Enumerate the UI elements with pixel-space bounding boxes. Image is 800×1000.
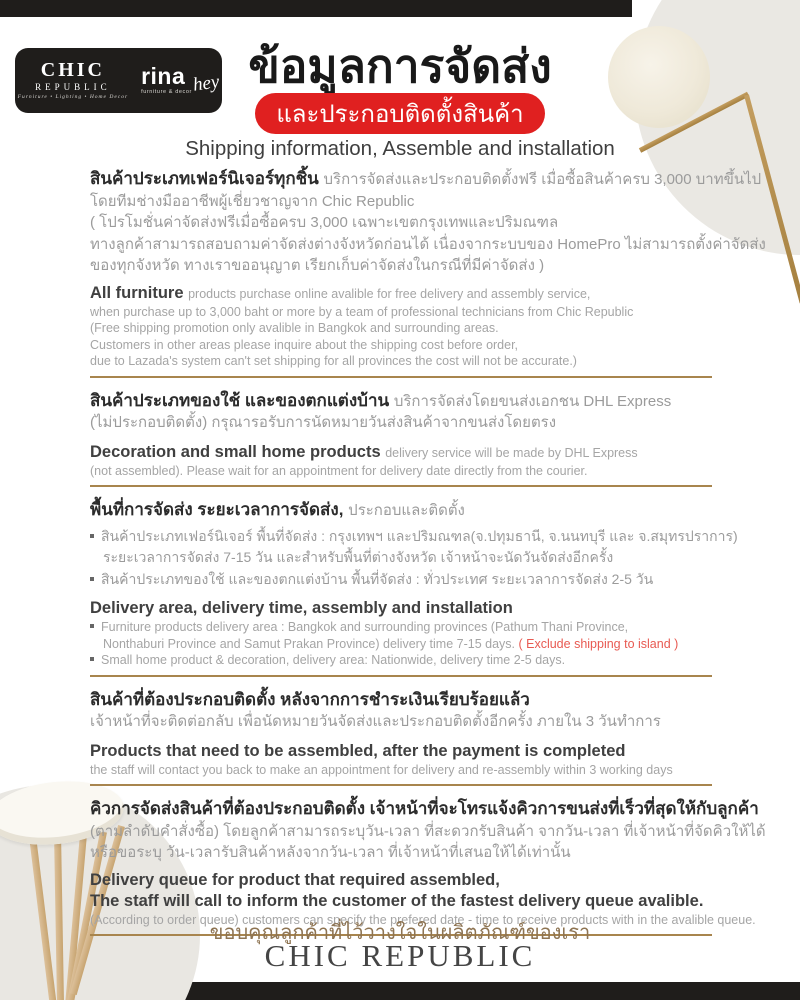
text-run: พื้นที่การจัดส่ง ระยะเวลาการจัดส่ง, bbox=[90, 500, 349, 519]
text-run: บริการจัดส่งโดยขนส่งเอกชน DHL Express bbox=[393, 392, 672, 410]
text-line bbox=[90, 499, 712, 522]
text-run: โดยทีมช่างมืออาชีพผู้เชี่ยวชาญจาก Chic Republic bbox=[90, 192, 415, 210]
text-line bbox=[90, 412, 712, 434]
text-run: Decoration and small home products bbox=[90, 442, 386, 461]
text-line bbox=[90, 821, 766, 843]
text-line bbox=[90, 337, 712, 354]
text-run: All furniture bbox=[90, 283, 189, 302]
text-run: ประกอบและติดตั้ง bbox=[348, 502, 465, 519]
text-run: ระยะเวลาการจัดส่ง 7-15 วัน และสำหรับพื้นที่ต่างจังหวัด เจ้าหน้าจะนัดวันจัดส่งอีกครั้ง bbox=[103, 549, 614, 565]
bullet-item bbox=[90, 652, 712, 669]
text-line bbox=[90, 168, 762, 191]
text-line bbox=[90, 304, 712, 321]
text-run: ( โปรโมชั่นค่าจัดส่งฟรีเมื่อซื้อครบ 3,000 เฉพาะเขตกรุงเทพและปริมณฑล bbox=[90, 214, 559, 231]
text-run: The staff will call to inform the customer of the fastest delivery queue avalible. bbox=[90, 891, 704, 910]
text-line bbox=[90, 353, 712, 370]
section-divider bbox=[90, 784, 712, 786]
chic-logo-text: CHIC bbox=[40, 59, 105, 82]
text-line bbox=[90, 442, 712, 463]
subtitle-english: Shipping information, Assemble and installation bbox=[185, 137, 615, 160]
text-run: Small home product & decoration, delivery area: Nationwide, delivery time 2-5 days. bbox=[101, 653, 566, 667]
chic-republic-logo bbox=[18, 60, 128, 101]
text-run: delivery service will be made by DHL Express bbox=[385, 445, 638, 460]
subtitle-badge: และประกอบติดตั้งสินค้า bbox=[255, 93, 545, 134]
text-line bbox=[90, 547, 712, 569]
text-run: when purchase up to 3,000 baht or more by a team of professional technicians from Chic Republic bbox=[90, 304, 634, 319]
text-line bbox=[90, 711, 712, 733]
text-line bbox=[90, 283, 712, 304]
text-run: (Free shipping promotion only avalible in Bangkok and surrounding areas. bbox=[90, 321, 499, 335]
text-run: Customers in other areas please inquire about the shipping cost before order, bbox=[90, 337, 519, 352]
text-line bbox=[90, 212, 712, 234]
page-title: ข้อมูลการจัดส่ง bbox=[248, 40, 552, 92]
section-delivery-area-time bbox=[90, 499, 738, 669]
text-run: หรือขอระบุ วัน-เวลารับสินค้าหลังจากวัน-เวลา ที่เจ้าหน้าที่เสนอให้ได้เท่านั้น bbox=[90, 844, 571, 861]
text-line bbox=[90, 390, 712, 413]
chic-logo-tagline: Furniture • Lighting • Home Decor bbox=[17, 94, 129, 101]
text-run: Products that need to be assembled, after the payment is completed bbox=[90, 741, 626, 760]
text-run: Furniture products delivery area : Bangkok and surrounding provinces (Pathum Thani Province, bbox=[101, 620, 629, 634]
text-run: products purchase online avalible for free delivery and assembly service, bbox=[188, 286, 591, 301]
text-line bbox=[90, 191, 712, 213]
text-run: Delivery area, delivery time, assembly and installation bbox=[90, 599, 513, 617]
text-run: (ไม่ประกอบติดตั้ง) กรุณารอรับการนัดหมายวันส่งสินค้าจากขนส่งโดยตรง bbox=[90, 414, 557, 431]
rina-logo-subtext: furniture & decor bbox=[141, 89, 192, 96]
text-run: due to Lazada's system can't set shipping for all provinces the cost will not be accurate.) bbox=[90, 354, 577, 368]
hey-script-text: hey bbox=[191, 71, 221, 96]
text-run: สินค้าประเภทเฟอร์นิเจอร์ทุกชิ้น bbox=[90, 169, 324, 188]
bullet-item bbox=[90, 569, 712, 591]
text-run: ( Exclude shipping to island ) bbox=[518, 636, 679, 651]
text-line bbox=[90, 762, 712, 779]
text-run: ทางลูกค้าสามารถสอบถามค่าจัดส่งต่างจังหวัดก่อนได้ เนื่องจากระบบของ HomePro ไม่สามารถตั้งค่าจัดส่ง bbox=[90, 235, 766, 253]
text-line bbox=[90, 463, 712, 480]
text-run: the staff will contact you back to make an appointment for delivery and re-assembly within 3 working days bbox=[90, 762, 673, 777]
section-decoration-dhl-express bbox=[90, 390, 712, 480]
text-line bbox=[90, 798, 759, 821]
section-furniture-free-delivery bbox=[90, 168, 766, 370]
text-line bbox=[90, 842, 712, 864]
text-run: สินค้าที่ต้องประกอบติดตั้ง หลังจากการชำระเงินเรียบร้อยแล้ว bbox=[90, 689, 530, 709]
text-line bbox=[90, 320, 712, 337]
text-run: (not assembled). Please wait for an appointment for delivery date directly from the courier. bbox=[90, 463, 588, 478]
bullet-icon bbox=[90, 534, 94, 538]
content-sections bbox=[90, 168, 766, 948]
section-divider bbox=[90, 485, 712, 487]
text-run: (According to order queue) customers can specify the prefered date - time to receive products with in the avalible queue. bbox=[90, 912, 756, 927]
text-run: สินค้าประเภทของใช้ และของตกแต่งบ้าน พื้นที่จัดส่ง : ทั่วประเทศ ระยะเวลาการจัดส่ง 2-5 วัน bbox=[101, 570, 654, 587]
text-line bbox=[90, 255, 712, 277]
text-line bbox=[90, 741, 712, 762]
text-run: Delivery queue for product that required assembled, bbox=[90, 870, 500, 889]
text-run: บริการจัดส่งและประกอบติดตั้งฟรี เมื่อซื้อสินค้าครบ 3,000 บาทขึ้นไป bbox=[323, 171, 762, 188]
bullet-item bbox=[90, 619, 712, 636]
chic-logo-subtext: REPUBLIC bbox=[35, 82, 111, 93]
bullet-icon bbox=[90, 624, 94, 628]
text-run: คิวการจัดส่งสินค้าที่ต้องประกอบติดตั้ง เจ้าหน้าที่จะโทรแจ้งคิวการขนส่งที่เร็วที่สุดให้กับลูกค้า bbox=[90, 799, 759, 818]
section-delivery-queue bbox=[90, 798, 766, 928]
section-assembly-after-payment bbox=[90, 689, 712, 779]
text-run: Nonthaburi Province and Samut Prakan Province) delivery time 7-15 days. bbox=[103, 636, 519, 651]
bullet-icon bbox=[90, 577, 94, 581]
section-divider bbox=[90, 376, 712, 378]
top-black-bar bbox=[0, 0, 632, 17]
footer-brand-name: CHIC REPUBLIC bbox=[264, 938, 536, 973]
text-run: ของทุกจังหวัด ทางเราขออนุญาต เรียกเก็บค่าจัดส่งในกรณีที่มีค่าจัดส่ง ) bbox=[90, 257, 545, 274]
text-line bbox=[90, 891, 712, 912]
text-line bbox=[90, 234, 766, 256]
text-line bbox=[90, 598, 712, 619]
bullet-icon bbox=[90, 657, 94, 661]
text-run: เจ้าหน้าที่จะติดต่อกลับ เพื่อนัดหมายวันจัดส่งและประกอบติดตั้งอีกครั้ง ภายใน 3 วันทำการ bbox=[90, 713, 661, 730]
text-line bbox=[90, 689, 712, 712]
footer-thanks-text: ขอบคุณลูกค้าที่ไว้วางใจในผลิตภัณฑ์ของเรา bbox=[209, 922, 591, 944]
text-run: (ตามลำดับคำสั่งซื้อ) โดยลูกค้าสามารถระบุวัน-เวลา ที่สะดวกรับสินค้า จากวัน-เวลา ที่เจ้าหน้าที่จัดคิวให้ได้ bbox=[90, 822, 766, 840]
text-run: สินค้าประเภทเฟอร์นิเจอร์ พื้นที่จัดส่ง : กรุงเทพฯ และปริมณฑล(จ.ปทุมธานี, จ.นนทบุรี และ จ.สมุทรปราการ) bbox=[101, 527, 738, 544]
rina-logo-text: rina bbox=[141, 63, 186, 90]
text-line bbox=[90, 870, 712, 891]
section-divider bbox=[90, 675, 712, 677]
text-run: สินค้าประเภทของใช้ และของตกแต่งบ้าน bbox=[90, 390, 394, 410]
text-line bbox=[90, 636, 712, 653]
bullet-item bbox=[90, 526, 738, 548]
